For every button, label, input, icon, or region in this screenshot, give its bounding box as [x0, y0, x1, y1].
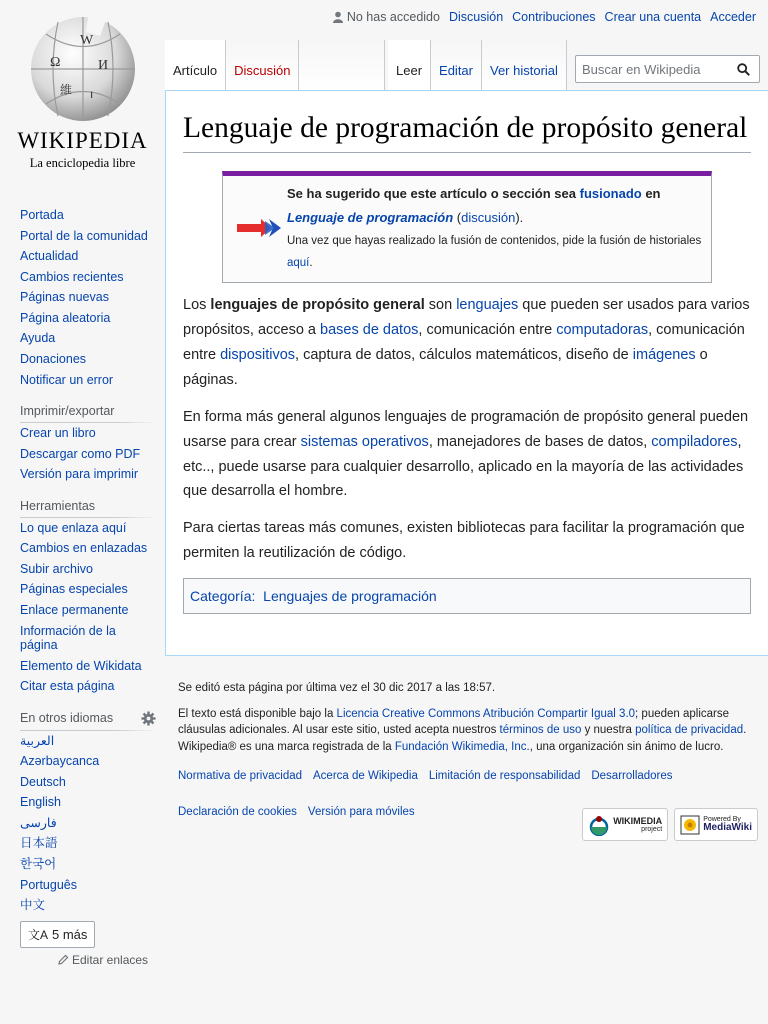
sidebar-language-link[interactable]: English: [20, 795, 61, 810]
page-title: Lenguaje de programación de propósito general: [183, 109, 751, 153]
sidebar-tool-item: [20, 518, 156, 539]
sidebar-tool-link[interactable]: Enlace permanente: [20, 603, 129, 617]
view-tabs: [388, 40, 567, 90]
navigation-portal: [20, 205, 156, 390]
sidebar-language-item: [20, 833, 156, 854]
sidebar-language-link[interactable]: 한국어: [20, 857, 57, 871]
sidebar-nav-item: [20, 246, 156, 267]
sidebar-tool-item: [20, 538, 156, 559]
sidebar-tool-link[interactable]: Elemento de Wikidata: [20, 658, 142, 673]
search-button[interactable]: [731, 57, 755, 81]
footer-link[interactable]: Normativa de privacidad: [178, 769, 303, 782]
merge-here-link[interactable]: aquí: [287, 257, 310, 270]
more-languages-label: 5 más: [52, 926, 88, 942]
wikipedia-logo[interactable]: [0, 0, 165, 190]
powered-by-mediawiki-badge[interactable]: [674, 808, 758, 841]
tab-history[interactable]: Ver historial: [482, 40, 567, 90]
merge-line1-post: en: [641, 185, 661, 201]
sidebar-language-link[interactable]: Português: [20, 877, 77, 892]
terms-link[interactable]: términos de uso: [499, 724, 582, 737]
merge-note-post: .: [309, 257, 313, 270]
merge-line1: Se ha sugerido que este artículo o sección sea: [287, 185, 580, 201]
print-heading: Imprimir/exportar: [20, 404, 156, 423]
footer-places: [178, 768, 758, 785]
sidebar-language-item: [20, 751, 156, 772]
sidebar-print-link[interactable]: Crear un libro: [20, 426, 96, 441]
sidebar-nav-item: [20, 205, 156, 226]
sidebar-nav-item: [20, 267, 156, 288]
sidebar-tool-link[interactable]: Citar esta página: [20, 679, 115, 694]
paragraph-1: Los lenguajes de propósito general son lenguajes que pueden ser usados para varios propósitos, acceso a bases de datos, comunicación entre computadoras, comunicación entre dispositivos, captura de datos, cálculos matemáticos, diseño de imágenes o páginas.: [183, 296, 750, 388]
sidebar-tool-item: [20, 559, 156, 580]
sidebar-nav-link[interactable]: Ayuda: [20, 331, 56, 346]
paren-open: (: [453, 209, 462, 225]
user-contributions-link[interactable]: Contribuciones: [512, 10, 596, 24]
create-account-link[interactable]: Crear una cuenta: [604, 10, 702, 24]
sidebar-nav-item: [20, 370, 156, 391]
sidebar-nav-link[interactable]: Cambios recientes: [20, 269, 124, 284]
user-talk-link[interactable]: Discusión: [448, 10, 504, 24]
merge-arrow-icon: [231, 182, 287, 275]
anon-status: [332, 10, 440, 24]
sidebar: [20, 205, 156, 967]
sidebar-nav-link[interactable]: Página aleatoria: [20, 310, 111, 325]
link-compiladores[interactable]: compiladores: [651, 433, 738, 450]
merge-target-link[interactable]: Lenguaje de programación: [287, 209, 454, 225]
link-dispositivos[interactable]: dispositivos: [220, 346, 296, 363]
sidebar-language-item: [20, 792, 156, 813]
foundation-link[interactable]: Fundación Wikimedia, Inc.: [394, 741, 530, 754]
tools-heading: Herramientas: [20, 499, 156, 518]
last-modified: Se editó esta página por última vez el 30 dic 2017 a las 18:57.: [178, 682, 496, 694]
sidebar-language-item: [20, 731, 156, 752]
merge-note: Una vez que hayas realizado la fusión de contenidos, pide la fusión de historiales: [287, 235, 702, 248]
svg-text:И: И: [98, 58, 109, 73]
sidebar-nav-item: [20, 349, 156, 370]
sidebar-tool-item: [20, 621, 156, 656]
more-languages-button[interactable]: [20, 921, 95, 948]
merge-notice-text: [287, 182, 703, 275]
footer-link[interactable]: Versión para móviles: [307, 806, 415, 819]
category-box: [183, 578, 751, 614]
languages-portal: [20, 731, 156, 916]
sidebar-nav-link[interactable]: Portal de la comunidad: [20, 228, 148, 243]
pencil-icon: [58, 954, 69, 965]
svg-text:W: W: [80, 33, 94, 48]
link-imagenes[interactable]: imágenes: [632, 346, 696, 363]
footer-icons: [582, 808, 758, 841]
sidebar-tool-item: [20, 676, 156, 697]
link-computadoras[interactable]: computadoras: [556, 321, 649, 338]
sidebar-print-item: [20, 464, 156, 485]
login-link[interactable]: Acceder: [710, 10, 756, 24]
license-link[interactable]: Licencia Creative Commons Atribución Compartir Igual 3.0: [336, 707, 636, 720]
tab-read[interactable]: Leer: [388, 40, 431, 90]
sidebar-tool-item: [20, 579, 156, 600]
sidebar-nav-item: [20, 287, 156, 308]
sidebar-language-link[interactable]: Azərbaycanca: [20, 754, 100, 769]
sidebar-language-link[interactable]: العربية: [20, 733, 55, 748]
sidebar-language-item: [20, 854, 156, 875]
paragraph-3: Para ciertas tareas más comunes, existen bibliotecas para facilitar la programación que permiten la reutilización de código.: [183, 520, 745, 562]
wikimedia-badge-sub: project: [641, 825, 663, 833]
search-icon: [737, 63, 750, 76]
sidebar-print-link[interactable]: Descargar como PDF: [20, 446, 141, 461]
footer: [178, 680, 758, 833]
wikimedia-badge-label: WIKIMEDIA: [613, 815, 663, 826]
footer-link[interactable]: Acerca de Wikipedia: [313, 769, 418, 782]
footer-link[interactable]: Desarrolladores: [591, 769, 673, 782]
languages-heading: En otros idiomas: [20, 711, 156, 731]
merge-notice: [222, 171, 712, 283]
gear-icon[interactable]: [141, 711, 156, 726]
print-portal: [20, 423, 156, 485]
category-link[interactable]: Lenguajes de programación: [263, 588, 437, 605]
privacy-policy-link[interactable]: política de privacidad: [635, 724, 744, 737]
sidebar-language-link[interactable]: Deutsch: [20, 774, 66, 789]
mediawiki-badge-label: MediaWiki: [703, 822, 752, 833]
footer-link[interactable]: Limitación de responsabilidad: [428, 769, 581, 782]
sidebar-language-link[interactable]: 日本語: [20, 836, 58, 851]
categories-link[interactable]: Categoría:: [190, 588, 256, 605]
sidebar-nav-item: [20, 308, 156, 329]
namespace-tabs: [165, 40, 385, 90]
paren-close: ).: [515, 209, 524, 225]
edit-links-label: Editar enlaces: [72, 952, 149, 967]
sidebar-language-link[interactable]: 中文: [20, 898, 46, 913]
link-lenguajes[interactable]: lenguajes: [456, 296, 519, 313]
tagline: La enciclopedia libre: [29, 156, 136, 170]
sidebar-nav-link[interactable]: Páginas nuevas: [20, 290, 109, 305]
sidebar-print-item: [20, 423, 156, 444]
search-box: [575, 55, 760, 83]
svg-text:維: 維: [60, 83, 73, 97]
sidebar-tool-link[interactable]: Cambios en enlazadas: [20, 541, 148, 556]
merge-link[interactable]: fusionado: [579, 185, 642, 201]
sidebar-nav-item: [20, 328, 156, 349]
translate-icon: 文A: [28, 927, 49, 942]
link-sistemas-operativos[interactable]: sistemas operativos: [300, 433, 429, 450]
sidebar-tool-link[interactable]: Páginas especiales: [20, 582, 128, 597]
sidebar-nav-link[interactable]: Notificar un error: [20, 372, 114, 387]
svg-text:Ω: Ω: [50, 55, 61, 70]
sidebar-tool-link[interactable]: Subir archivo: [20, 561, 93, 576]
sidebar-nav-link[interactable]: Actualidad: [20, 249, 79, 264]
wikimedia-project-badge[interactable]: [582, 808, 668, 841]
sidebar-language-item: [20, 813, 156, 834]
license-text: El texto está disponible bajo la Licencia Creative Commons Atribución Compartir Igual 3.0; pueden aplicarse cláusulas adicionales. Al usar este sitio, usted acepta nuestros términos de uso y nuestra política de privacidad. Wikipedia® es una marca registrada de la Fundación Wikimedia, Inc., una organización sin ánimo de lucro.: [178, 707, 747, 754]
sidebar-nav-link[interactable]: Portada: [20, 208, 64, 222]
sidebar-language-item: [20, 875, 156, 896]
footer-link[interactable]: Declaración de cookies: [178, 806, 297, 819]
edit-links[interactable]: [58, 953, 156, 967]
tab-edit[interactable]: Editar: [431, 40, 482, 90]
search-input[interactable]: [576, 62, 731, 77]
anon-label: No has accedido: [346, 10, 440, 24]
paragraph-2: En forma más general algunos lenguajes de programación de propósito general pueden usarse para crear sistemas operativos, manejadores de bases de datos, compiladores, etc.., puede usarse para cualquier desarrollo, aplicado en la mayoría de las actividades que desarrolla el hombre.: [183, 408, 749, 500]
tab-discussion[interactable]: Discusión: [226, 40, 299, 90]
tab-spacer: [299, 40, 385, 90]
sidebar-nav-item: [20, 226, 156, 247]
tools-portal: [20, 518, 156, 697]
tab-article[interactable]: Artículo: [165, 40, 226, 90]
wikimedia-logo-icon: [588, 814, 610, 836]
article-body: [183, 293, 751, 566]
sidebar-tool-item: [20, 656, 156, 677]
bold-term: lenguajes de propósito general: [210, 296, 425, 313]
sidebar-language-link[interactable]: فارسی: [20, 815, 57, 830]
sidebar-language-item: [20, 772, 156, 793]
wordmark: WIKIPEDIA: [17, 128, 148, 153]
sidebar-language-item: [20, 895, 156, 916]
sidebar-tool-link[interactable]: Lo que enlaza aquí: [20, 520, 127, 535]
mediawiki-logo-icon: [680, 815, 700, 835]
svg-text:ו: ו: [90, 87, 94, 101]
sidebar-print-link[interactable]: Versión para imprimir: [20, 467, 139, 482]
puzzle-globe-icon: [28, 14, 138, 124]
article-content: [165, 90, 768, 656]
sidebar-tool-item: [20, 600, 156, 621]
merge-talk-link[interactable]: discusión: [461, 209, 516, 225]
link-bases-de-datos[interactable]: bases de datos: [320, 321, 419, 338]
personal-tools: [332, 10, 756, 24]
user-icon: [332, 11, 344, 23]
mediawiki-badge-top: Powered By: [703, 816, 741, 823]
sidebar-nav-link[interactable]: Donaciones: [20, 351, 87, 366]
sidebar-print-item: [20, 444, 156, 465]
sidebar-tool-link[interactable]: Información de la página: [20, 623, 116, 652]
